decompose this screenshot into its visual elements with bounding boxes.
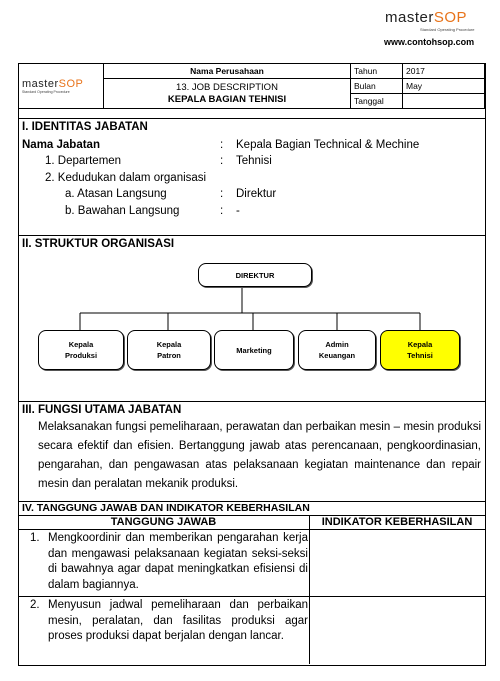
- logo-sop-text: SOP: [433, 9, 468, 26]
- org-box-line1: Admin: [325, 340, 349, 349]
- department-value: Tehnisi: [236, 155, 272, 167]
- logo-tagline: Standard Operating Procedure: [420, 27, 475, 32]
- month-value: May: [403, 79, 485, 94]
- subordinate-sep: :: [220, 205, 224, 217]
- org-box-line2: Patron: [157, 351, 181, 360]
- logo-master-text: master: [385, 9, 434, 26]
- department-sep: :: [220, 155, 224, 167]
- col-header-responsibility: TANGGUNG JAWAB: [110, 516, 217, 528]
- site-url[interactable]: www.contohsop.com: [384, 37, 475, 47]
- position-label: 2. Kedudukan dalam organisasi: [45, 172, 207, 184]
- org-box-line2: Keuangan: [318, 351, 356, 360]
- department-label: 1. Departemen: [45, 155, 122, 167]
- year-value: 2017: [403, 64, 485, 79]
- org-box-admin-keuangan: [298, 330, 376, 370]
- month-label: Bulan: [351, 79, 403, 94]
- doc-number: 13. JOB DESCRIPTION: [176, 81, 278, 93]
- responsibility-item: [30, 531, 308, 593]
- section2-title: II. STRUKTUR ORGANISASI: [22, 238, 175, 250]
- job-title-sep: :: [220, 139, 224, 151]
- org-box-line1: Marketing: [236, 345, 272, 355]
- item-text: Menyusun jadwal pemeliharaan dan perbaikan mesin, peralatan, dan fasilitas produksi agar proses produksi dapat berjalan dengan lancar.: [48, 599, 308, 642]
- job-title-label: Nama Jabatan: [22, 139, 100, 151]
- table-header-line: [18, 529, 485, 530]
- table-row-line: [18, 596, 485, 597]
- subordinate-value: -: [236, 205, 240, 217]
- org-box-direktur-label: DIREKTUR: [235, 270, 275, 280]
- year-label: Tahun: [351, 64, 403, 79]
- org-box-kepala-tehnisi: [380, 330, 460, 370]
- org-box-direktur: [198, 263, 312, 287]
- table-column-divider: [309, 515, 310, 664]
- org-box-line1: Kepala: [407, 340, 433, 349]
- org-box-marketing: [214, 330, 294, 370]
- col-header-indicator: INDIKATOR KEBERHASILAN: [321, 516, 473, 528]
- superior-label: a. Atasan Langsung: [65, 188, 167, 200]
- header-logo-tagline: Standard Operating Procedure: [22, 89, 70, 94]
- job-title-value: Kepala Bagian Technical & Mechine: [236, 139, 420, 151]
- company-name-label: Nama Perusahaan: [104, 64, 351, 79]
- main-function-text: Melaksanakan fungsi pemeliharaan, perawatan dan perbaikan mesin – mesin produksi secara efektif dan efisien. Bertanggung jawab atas perencanaan, pengkoordinasian, pengarahan, dan pengawasan atas pelaksanaan kegiatan maintenance dan repair mesin dan peralatan mekanik produksi.: [38, 421, 481, 490]
- section-divider: [18, 401, 485, 402]
- date-label: Tanggal: [351, 94, 403, 109]
- responsibility-item: [30, 598, 308, 645]
- superior-sep: :: [220, 188, 224, 200]
- subordinate-label: b. Bawahan Langsung: [65, 205, 180, 217]
- section4-title: IV. TANGGUNG JAWAB DAN INDIKATOR KEBERHASILAN: [22, 502, 310, 514]
- org-box-kepala-produksi: [38, 330, 124, 370]
- item-number: 2.: [30, 599, 40, 611]
- doc-title: KEPALA BAGIAN TEHNISI: [167, 93, 287, 105]
- superior-value: Direktur: [236, 188, 277, 200]
- header-logo-master: master: [22, 77, 59, 90]
- org-box-line2: Produksi: [64, 351, 98, 360]
- org-box-line1: Kepala: [156, 340, 182, 349]
- section3-title: III. FUNGSI UTAMA JABATAN: [22, 404, 182, 416]
- org-box-line1: Kepala: [68, 340, 94, 349]
- org-box-line2: Tehnisi: [407, 351, 433, 360]
- item-number: 1.: [30, 532, 40, 544]
- org-box-kepala-patron: [127, 330, 211, 370]
- section1-title: I. IDENTITAS JABATAN: [22, 121, 148, 133]
- header-logo-sop: SOP: [58, 77, 84, 90]
- item-text: Mengkoordinir dan memberikan pengarahan kerja dan mengawasi pelaksanaan kegiatan seksi-seksi di bawahnya agar dapat meningkatkan efisiensi di dalam bagiannya.: [48, 532, 308, 591]
